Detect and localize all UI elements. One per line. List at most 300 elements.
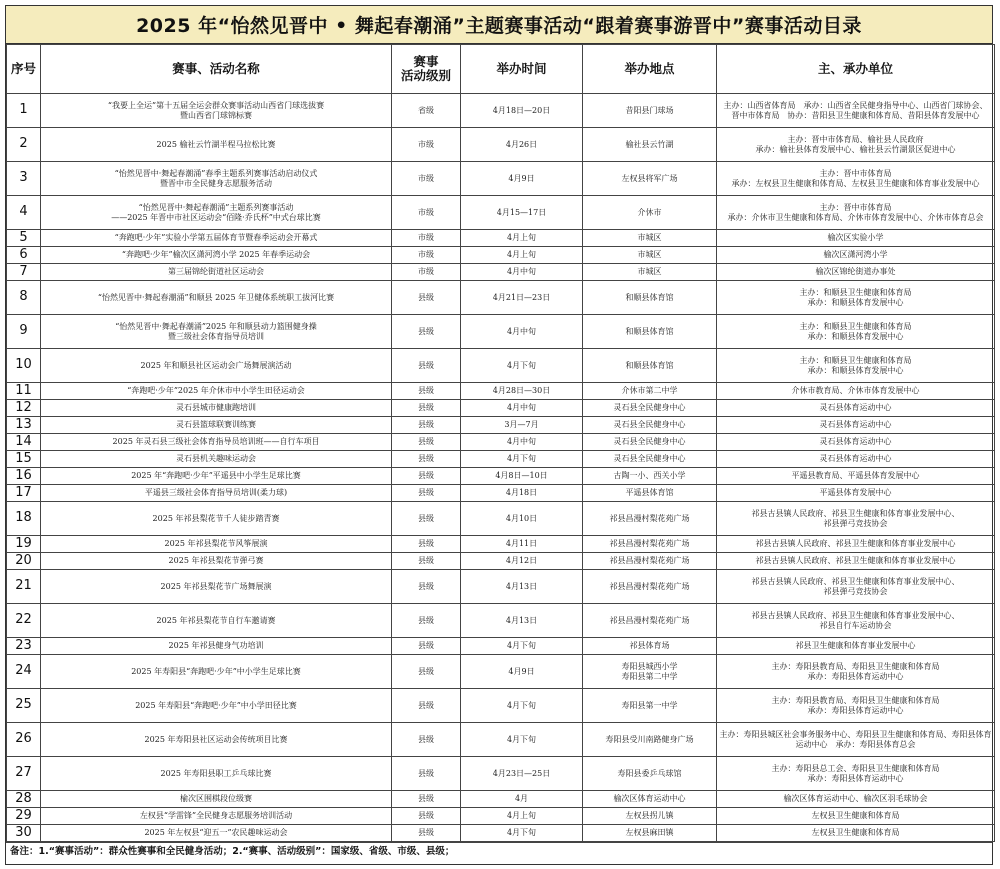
cell-place <box>583 162 717 196</box>
cell-org <box>717 128 995 162</box>
cell-org-line: 晋中市体育局 协办：昔阳县卫生健康和体育局、昔阳县体育发展中心 <box>731 110 980 120</box>
cell-place-line: 灵石县全民健身中心 <box>613 454 686 464</box>
cell-org <box>717 689 995 723</box>
table-row <box>7 604 995 638</box>
cell-name <box>41 553 392 570</box>
cell-org <box>717 502 995 536</box>
cell-org <box>717 723 995 757</box>
cell-org-line: 承办：榆社县体育发展中心、榆社县云竹湖景区促进中心 <box>755 144 956 154</box>
cell-org-line: 主办：和顺县卫生健康和体育局 <box>799 288 912 298</box>
cell-name <box>41 162 392 196</box>
table-row <box>7 502 995 536</box>
cell-org <box>717 315 995 349</box>
cell-org-line: 承办：和顺县体育发展中心 <box>807 331 904 341</box>
cell-org-line: 承办：寿阳县体育运动中心 <box>807 773 904 783</box>
cell-org-line: 祁县自行车运动协会 <box>819 620 892 630</box>
cell-level: 市级 <box>392 264 461 281</box>
cell-name-line: “奔跑吧·少年”实验小学第五届体育节暨春季运动会开幕式 <box>114 233 318 243</box>
cell-time-line: 4月18日 <box>505 488 538 498</box>
cell-org <box>717 247 995 264</box>
cell-place-line: 榆次区体育运动中心 <box>613 794 686 804</box>
cell-name <box>41 400 392 417</box>
cell-place-line: 市城区 <box>637 250 662 260</box>
cell-name-line: 暨山西省门球锦标赛 <box>180 110 252 120</box>
cell-time-line: 4月9日 <box>508 173 535 183</box>
cell-org <box>717 655 995 689</box>
cell-level: 县级 <box>392 825 461 842</box>
cell-no: 8 <box>7 281 41 315</box>
cell-org <box>717 400 995 417</box>
cell-place-line: 左权县拐儿镇 <box>625 811 674 821</box>
cell-org-line: 灵石县体育运动中心 <box>819 403 892 413</box>
cell-place <box>583 825 717 842</box>
cell-time <box>461 723 583 757</box>
cell-no: 21 <box>7 570 41 604</box>
cell-org-line: 主办：寿阳县教育局、寿阳县卫生健康和体育局 <box>771 662 940 672</box>
cell-name-line: 2025 年左权县“迎五一”农民趣味运动会 <box>144 828 288 838</box>
cell-place-line: 和顺县体育馆 <box>625 360 674 370</box>
cell-place-line: 古陶一小、西关小学 <box>613 471 686 481</box>
cell-no: 4 <box>7 196 41 230</box>
cell-place-line: 灵石县全民健身中心 <box>613 437 686 447</box>
cell-no: 18 <box>7 502 41 536</box>
cell-level: 县级 <box>392 417 461 434</box>
cell-place-line: 寿阳县第一中学 <box>621 700 678 710</box>
table-row <box>7 638 995 655</box>
cell-time <box>461 434 583 451</box>
cell-place <box>583 536 717 553</box>
cell-name-line: 2025 年灵石县三级社会体育指导员培训班——自行车项目 <box>112 437 320 447</box>
cell-name-line: 2025 年寿阳县“奔跑吧·少年”中小学生足球比赛 <box>131 666 301 676</box>
cell-place-line: 祁县昌漫村梨花苑广场 <box>609 581 690 591</box>
table-row <box>7 349 995 383</box>
cell-time <box>461 502 583 536</box>
table-row <box>7 264 995 281</box>
cell-time-line: 4月中旬 <box>506 437 537 447</box>
cell-no: 5 <box>7 230 41 247</box>
cell-name-line: “奔跑吧·少年”榆次区潇河湾小学 2025 年春季运动会 <box>121 250 311 260</box>
cell-time-line: 4月下旬 <box>506 641 537 651</box>
cell-level: 县级 <box>392 383 461 400</box>
cell-org-line: 祁县古县镇人民政府、祁县卫生健康和体育事业发展中心、 <box>751 577 960 587</box>
cell-name-line: 平遥县三级社会体育指导员培训(柔力球) <box>144 488 288 498</box>
cell-place <box>583 434 717 451</box>
cell-time <box>461 825 583 842</box>
cell-org-line: 榆次区实验小学 <box>827 233 884 243</box>
cell-name-line: “奔跑吧·少年”2025 年介休市中小学生田径运动会 <box>127 386 305 396</box>
table-row <box>7 791 995 808</box>
cell-org-line: 承办：左权县卫生健康和体育局、左权县卫生健康和体育事业发展中心 <box>731 178 980 188</box>
cell-no: 17 <box>7 485 41 502</box>
cell-name <box>41 247 392 264</box>
cell-org-line: 祁县古县镇人民政府、祁县卫生健康和体育事业发展中心 <box>755 556 956 566</box>
header-level <box>392 45 461 94</box>
cell-org <box>717 485 995 502</box>
cell-level: 县级 <box>392 400 461 417</box>
cell-time-line: 4月13日 <box>505 615 538 625</box>
cell-time <box>461 655 583 689</box>
cell-name-line: 2025 年祁县梨花节风筝展演 <box>164 539 268 549</box>
cell-org-line: 祁县古县镇人民政府、祁县卫生健康和体育事业发展中心、 <box>751 611 960 621</box>
cell-name <box>41 485 392 502</box>
cell-name <box>41 230 392 247</box>
cell-time-line: 4月28日—30日 <box>492 386 551 396</box>
cell-org-line: 榆次区锦纶街道办事处 <box>815 267 896 277</box>
cell-place <box>583 570 717 604</box>
cell-org <box>717 825 995 842</box>
cell-time-line: 4月8日—10日 <box>495 471 548 481</box>
events-table <box>6 44 995 842</box>
cell-org-line: 主办：和顺县卫生健康和体育局 <box>799 356 912 366</box>
cell-time <box>461 383 583 400</box>
cell-org <box>717 570 995 604</box>
cell-time <box>461 128 583 162</box>
cell-name <box>41 536 392 553</box>
cell-time <box>461 638 583 655</box>
cell-no: 27 <box>7 757 41 791</box>
cell-no: 3 <box>7 162 41 196</box>
cell-level: 县级 <box>392 689 461 723</box>
table-row <box>7 281 995 315</box>
cell-place <box>583 791 717 808</box>
cell-name <box>41 451 392 468</box>
cell-name-line: 2025 榆社云竹湖半程马拉松比赛 <box>156 139 276 149</box>
catalog-sheet <box>5 5 993 865</box>
cell-no: 20 <box>7 553 41 570</box>
cell-no: 28 <box>7 791 41 808</box>
cell-level: 县级 <box>392 349 461 383</box>
cell-org-line: 榆次区潇河湾小学 <box>823 250 888 260</box>
cell-place-line: 和顺县体育馆 <box>625 326 674 336</box>
cell-name-line: 2025 年和顺县社区运动会广场舞展演活动 <box>140 360 292 370</box>
cell-level: 省级 <box>392 94 461 128</box>
cell-name-line: 灵石县城市健康跑培训 <box>176 403 256 413</box>
table-row <box>7 94 995 128</box>
cell-time-line: 4月中旬 <box>506 403 537 413</box>
cell-name <box>41 604 392 638</box>
cell-time-line: 4月23日—25日 <box>492 768 551 778</box>
cell-org-line: 主办：晋中市体育局、榆社县人民政府 <box>787 135 924 145</box>
cell-time-line: 4月中旬 <box>506 267 537 277</box>
cell-org <box>717 553 995 570</box>
cell-time-line: 4月9日 <box>508 666 535 676</box>
cell-time <box>461 757 583 791</box>
cell-time-line: 4月下旬 <box>506 828 537 838</box>
cell-org-line: 主办：和顺县卫生健康和体育局 <box>799 322 912 332</box>
cell-place <box>583 281 717 315</box>
table-row <box>7 128 995 162</box>
cell-time-line: 4月下旬 <box>506 700 537 710</box>
cell-name <box>41 128 392 162</box>
cell-org-line: 主办：寿阳县城区社会事务服务中心、寿阳县卫生健康和体育局、寿阳县体育 <box>719 730 992 740</box>
table-row <box>7 434 995 451</box>
cell-name-line: 2025 年祁县梨花节自行车邀请赛 <box>156 615 276 625</box>
cell-name-line: “怡然见晋中·舞起春潮涌”和顺县 2025 年卫健体系统职工拔河比赛 <box>97 292 335 302</box>
table-header-row <box>7 45 995 94</box>
cell-time-line: 4月21日—23日 <box>492 292 551 302</box>
cell-place <box>583 553 717 570</box>
cell-time <box>461 536 583 553</box>
cell-place <box>583 723 717 757</box>
cell-place-line: 祁县体育场 <box>629 641 670 651</box>
cell-name <box>41 723 392 757</box>
cell-place-line: 昔阳县门球场 <box>625 105 674 115</box>
cell-place-line: 平遥县体育馆 <box>625 488 674 498</box>
cell-time-line: 4月中旬 <box>506 326 537 336</box>
table-body <box>7 94 995 842</box>
table-row <box>7 655 995 689</box>
cell-place <box>583 230 717 247</box>
cell-no: 19 <box>7 536 41 553</box>
cell-place <box>583 128 717 162</box>
cell-place-line: 祁县昌漫村梨花苑广场 <box>609 556 690 566</box>
cell-level: 县级 <box>392 485 461 502</box>
cell-org-line: 主办：寿阳县教育局、寿阳县卫生健康和体育局 <box>771 696 940 706</box>
cell-place-line: 灵石县全民健身中心 <box>613 403 686 413</box>
cell-org <box>717 451 995 468</box>
cell-org <box>717 94 995 128</box>
cell-org-line: 运动中心 承办：寿阳县体育总会 <box>795 739 916 749</box>
cell-name <box>41 502 392 536</box>
cell-time <box>461 196 583 230</box>
cell-place <box>583 502 717 536</box>
cell-place-line: 寿阳县委乒乓球馆 <box>617 768 682 778</box>
cell-no: 1 <box>7 94 41 128</box>
cell-org <box>717 434 995 451</box>
table-row <box>7 689 995 723</box>
cell-no: 10 <box>7 349 41 383</box>
cell-time <box>461 94 583 128</box>
cell-name-line: 2025 年祁县梨花节千人徒步踏青赛 <box>152 513 280 523</box>
header-level-line1: 赛事 <box>413 53 439 69</box>
cell-no: 29 <box>7 808 41 825</box>
cell-time <box>461 400 583 417</box>
cell-level: 县级 <box>392 757 461 791</box>
cell-time-line: 4月11日 <box>505 539 538 549</box>
cell-no: 9 <box>7 315 41 349</box>
cell-time-line: 4月上旬 <box>506 811 537 821</box>
cell-place <box>583 638 717 655</box>
cell-name-line: 第三届锦纶街道社区运动会 <box>168 267 264 277</box>
cell-no: 14 <box>7 434 41 451</box>
cell-level: 县级 <box>392 451 461 468</box>
table-row <box>7 383 995 400</box>
cell-org-line: 主办：寿阳县总工会、寿阳县卫生健康和体育局 <box>771 764 940 774</box>
cell-org <box>717 349 995 383</box>
cell-time-line: 4月下旬 <box>506 734 537 744</box>
cell-level: 县级 <box>392 468 461 485</box>
cell-name <box>41 689 392 723</box>
cell-time <box>461 808 583 825</box>
cell-org-line: 祁县古县镇人民政府、祁县卫生健康和体育事业发展中心 <box>755 539 956 549</box>
cell-org-line: 承办：和顺县体育发展中心 <box>807 365 904 375</box>
cell-name-line: “怡然见晋中·舞起春潮涌”主题系列赛事活动 <box>138 203 294 213</box>
cell-time <box>461 417 583 434</box>
cell-org-line: 平遥县体育发展中心 <box>819 488 892 498</box>
cell-level: 县级 <box>392 638 461 655</box>
header-no: 序号 <box>7 45 41 94</box>
cell-name <box>41 757 392 791</box>
cell-org <box>717 604 995 638</box>
cell-place-line: 介休市 <box>637 207 662 217</box>
cell-org <box>717 757 995 791</box>
cell-org-line: 祁县弹弓竞技协会 <box>823 518 888 528</box>
cell-level: 县级 <box>392 553 461 570</box>
cell-no: 23 <box>7 638 41 655</box>
cell-level: 县级 <box>392 604 461 638</box>
cell-time <box>461 604 583 638</box>
table-row <box>7 570 995 604</box>
cell-name-line: 2025 年祁县梨花节广场舞展演 <box>160 581 272 591</box>
cell-time-line: 4月18日—20日 <box>492 105 551 115</box>
cell-time <box>461 349 583 383</box>
cell-place <box>583 468 717 485</box>
cell-no: 24 <box>7 655 41 689</box>
cell-time-line: 4月上旬 <box>506 250 537 260</box>
cell-name <box>41 264 392 281</box>
cell-no: 15 <box>7 451 41 468</box>
cell-org-line: 灵石县体育运动中心 <box>819 437 892 447</box>
cell-place-line: 寿阳县第二中学 <box>621 671 678 681</box>
cell-level: 县级 <box>392 315 461 349</box>
cell-place <box>583 451 717 468</box>
cell-time-line: 4月15—17日 <box>496 207 547 217</box>
cell-place <box>583 485 717 502</box>
cell-no: 6 <box>7 247 41 264</box>
cell-place <box>583 400 717 417</box>
cell-time-line: 4月 <box>514 794 529 804</box>
cell-name-line: 2025 年“奔跑吧·少年”平遥县中小学生足球比赛 <box>131 471 301 481</box>
cell-name-line: 暨三级社会体育指导员培训 <box>168 331 264 341</box>
cell-name <box>41 468 392 485</box>
cell-org <box>717 264 995 281</box>
cell-name-line: 暨晋中市全民健身志愿服务活动 <box>160 178 272 188</box>
table-row <box>7 400 995 417</box>
cell-level: 市级 <box>392 196 461 230</box>
cell-org-line: 榆次区体育运动中心、榆次区羽毛球协会 <box>783 794 928 804</box>
cell-name-line: “怡然见晋中·舞起春潮涌”春季主题系列赛事活动启动仪式 <box>114 169 318 179</box>
cell-time-line: 3月—7月 <box>504 420 539 430</box>
cell-org <box>717 638 995 655</box>
cell-place-line: 灵石县全民健身中心 <box>613 420 686 430</box>
table-row <box>7 757 995 791</box>
cell-no: 26 <box>7 723 41 757</box>
table-row <box>7 468 995 485</box>
header-org: 主、承办单位 <box>717 45 995 94</box>
cell-name <box>41 655 392 689</box>
cell-name <box>41 196 392 230</box>
cell-time <box>461 485 583 502</box>
cell-name <box>41 825 392 842</box>
cell-org <box>717 468 995 485</box>
cell-no: 30 <box>7 825 41 842</box>
cell-level: 市级 <box>392 247 461 264</box>
cell-name <box>41 434 392 451</box>
cell-name-line: “我要上全运”第十五届全运会群众赛事活动山西省门球选拔赛 <box>107 101 325 111</box>
cell-no: 16 <box>7 468 41 485</box>
cell-org-line: 主办：晋中市体育局 <box>819 203 892 213</box>
cell-name <box>41 281 392 315</box>
table-row <box>7 417 995 434</box>
cell-place <box>583 196 717 230</box>
cell-org-line: 左权县卫生健康和体育局 <box>811 811 900 821</box>
cell-name-line: ——2025 年晋中市社区运动会“佰隆·乔氏杯”中式台球比赛 <box>111 212 321 222</box>
cell-place-line: 寿阳县受川南路健身广场 <box>605 734 694 744</box>
cell-place-line: 介休市第二中学 <box>621 386 678 396</box>
cell-org <box>717 383 995 400</box>
cell-name-line: 2025 年祁县健身气功培训 <box>168 641 264 651</box>
table-row <box>7 808 995 825</box>
cell-org-line: 祁县卫生健康和体育事业发展中心 <box>795 641 916 651</box>
cell-place <box>583 757 717 791</box>
cell-place <box>583 247 717 264</box>
cell-name-line: 灵石县机关趣味运动会 <box>176 454 256 464</box>
cell-level: 县级 <box>392 536 461 553</box>
cell-time <box>461 230 583 247</box>
cell-name <box>41 383 392 400</box>
cell-org <box>717 808 995 825</box>
table-row <box>7 230 995 247</box>
cell-level: 县级 <box>392 723 461 757</box>
header-time: 举办时间 <box>461 45 583 94</box>
cell-org-line: 祁县古县镇人民政府、祁县卫生健康和体育事业发展中心、 <box>751 509 960 519</box>
cell-time <box>461 162 583 196</box>
cell-org-line: 主办：山西省体育局 承办：山西省全民健身指导中心、山西省门球协会、 <box>723 101 988 111</box>
cell-org-line: 灵石县体育运动中心 <box>819 420 892 430</box>
cell-no: 13 <box>7 417 41 434</box>
cell-org <box>717 230 995 247</box>
cell-org-line: 灵石县体育运动中心 <box>819 454 892 464</box>
header-name: 赛事、活动名称 <box>41 45 392 94</box>
cell-place-line: 祁县昌漫村梨花苑广场 <box>609 615 690 625</box>
cell-org <box>717 791 995 808</box>
cell-time-line: 4月10日 <box>505 513 538 523</box>
cell-place <box>583 689 717 723</box>
cell-time <box>461 689 583 723</box>
cell-name <box>41 638 392 655</box>
cell-no: 11 <box>7 383 41 400</box>
cell-level: 市级 <box>392 230 461 247</box>
cell-org-line: 介休市教育局、介休市体育发展中心 <box>791 386 920 396</box>
table-row <box>7 247 995 264</box>
table-row <box>7 451 995 468</box>
cell-time-line: 4月下旬 <box>506 454 537 464</box>
cell-no: 2 <box>7 128 41 162</box>
cell-no: 25 <box>7 689 41 723</box>
cell-level: 县级 <box>392 502 461 536</box>
cell-place <box>583 604 717 638</box>
cell-time-line: 4月13日 <box>505 581 538 591</box>
cell-org-line: 祁县弹弓竞技协会 <box>823 586 888 596</box>
cell-org <box>717 281 995 315</box>
page-title: 2025 年“怡然见晋中 • 舞起春潮涌”主题赛事活动“跟着赛事游晋中”赛事活动目录 <box>6 6 992 44</box>
cell-org-line: 主办：晋中市体育局 <box>819 169 892 179</box>
cell-name <box>41 94 392 128</box>
cell-no: 7 <box>7 264 41 281</box>
cell-place <box>583 315 717 349</box>
header-place: 举办地点 <box>583 45 717 94</box>
cell-place-line: 市城区 <box>637 233 662 243</box>
cell-place-line: 寿阳县城西小学 <box>621 662 678 672</box>
cell-place-line: 左权县将军广场 <box>621 173 678 183</box>
cell-org-line: 承办：寿阳县体育运动中心 <box>807 705 904 715</box>
cell-name-line: 灵石县篮球联赛训练赛 <box>176 420 256 430</box>
cell-name <box>41 791 392 808</box>
cell-no: 12 <box>7 400 41 417</box>
cell-time <box>461 451 583 468</box>
cell-time-line: 4月下旬 <box>506 360 537 370</box>
cell-org-line: 左权县卫生健康和体育局 <box>811 828 900 838</box>
